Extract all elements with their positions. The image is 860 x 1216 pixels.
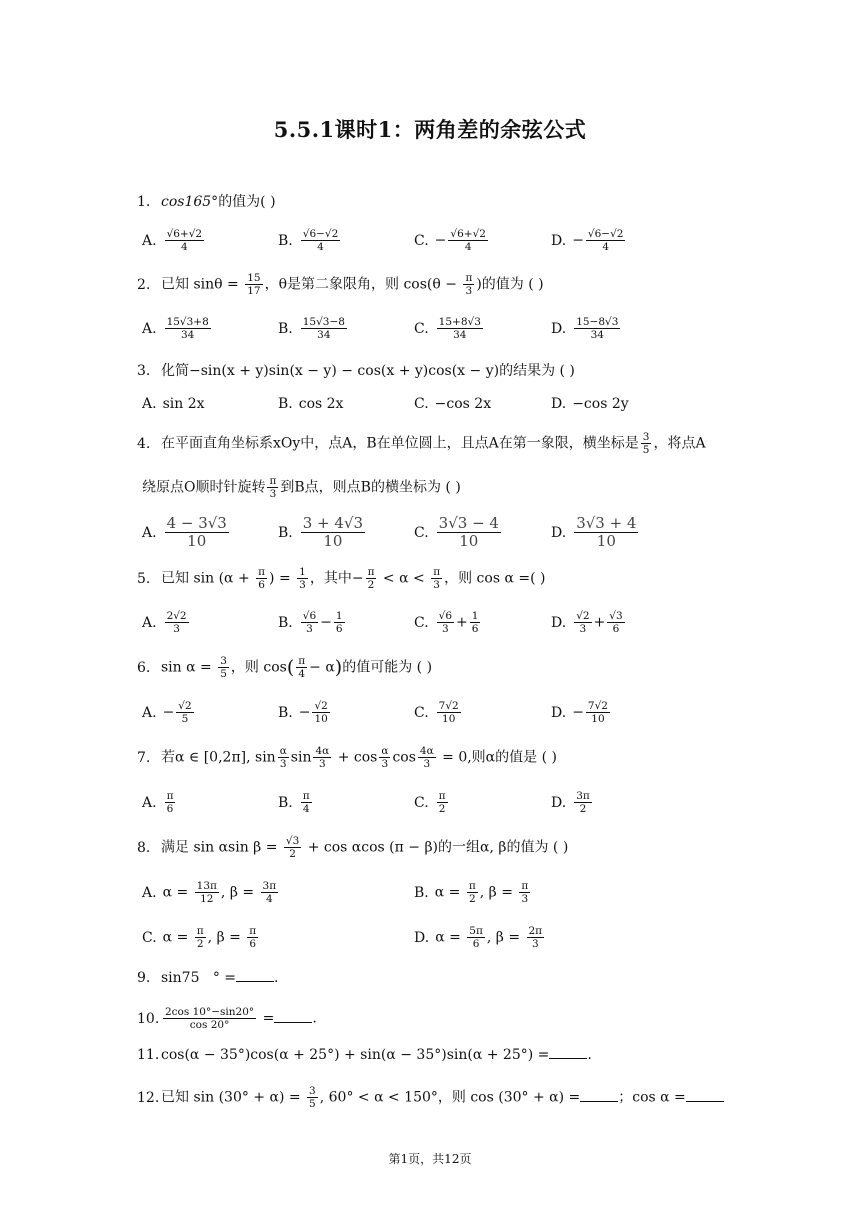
q5-option-a[interactable]: A. $\frac{2√2}{3}$: [142, 610, 187, 636]
answer-blank[interactable]: [686, 1100, 724, 1102]
q4-option-a[interactable]: A. $\frac{4 - 3√3}{10}$: [142, 514, 227, 551]
q6-option-c[interactable]: C. $\frac{7√2}{10}$: [414, 700, 459, 726]
q5-option-d[interactable]: D. $\frac{√2}{3}$ + $\frac{√3}{6}$: [551, 610, 623, 636]
q3-option-a[interactable]: A. sin 2x: [142, 396, 205, 412]
question-7: 7. 若α ∈ [0,2π], sin $\frac{\alpha}{3}$ sin $\frac{4\alpha}{3}$ + cos $\frac{\alpha}{3}$ cos $\frac{4\alpha}{3}$ = 0,则α的值是 ( ): [137, 745, 557, 771]
page-title: 5.5.1课时1：两角差的余弦公式: [273, 117, 587, 142]
question-5: 5. 已知 sin (α + $\frac{\pi}{6}$ ) = $\frac{1}{3}$ ，其中− $\frac{\pi}{2}$ < α < $\frac{\pi}{3}$ ，则 cos α =( ): [137, 566, 546, 592]
q5-option-c[interactable]: C. $\frac{√6}{3}$ + $\frac{1}{6}$: [414, 610, 479, 636]
q8-option-d[interactable]: D. α = $\frac{5\pi}{6}$ , β = $\frac{2\pi}{3}$: [414, 925, 543, 951]
answer-blank[interactable]: [580, 1100, 618, 1102]
question-9: 9. sin75 ° = .: [137, 970, 279, 986]
page-footer: 第1页，共12页: [388, 1152, 472, 1166]
q6-option-d[interactable]: D. − $\frac{7√2}{10}$: [551, 700, 608, 726]
question-10: 10. $\frac{2\cos 10^\circ-\sin 20^\circ}{\cos 20^\circ}$ = .: [137, 1006, 317, 1032]
q4-option-b[interactable]: B. $\frac{3 + 4√3}{10}$: [278, 514, 364, 551]
q1-option-b[interactable]: B. $\frac{√6-√2}{4}$: [278, 228, 339, 254]
q6-option-b[interactable]: B. − $\frac{√2}{10}$: [278, 700, 328, 726]
q1-option-a[interactable]: A. $\frac{√6+√2}{4}$: [142, 228, 203, 254]
q7-option-c[interactable]: C. $\frac{\pi}{2}$: [414, 790, 446, 816]
q4-option-d[interactable]: D. $\frac{3√3 + 4}{10}$: [551, 514, 637, 551]
q8-option-c[interactable]: C. α = $\frac{\pi}{2}$ , β = $\frac{\pi}{6}$: [142, 925, 257, 951]
q6-option-a[interactable]: A. − $\frac{√2}{5}$: [142, 700, 192, 726]
question-6: 6. sin α = $\frac{3}{5}$ ，则 cos( $\frac{\pi}{4}$ − α)的值可能为 ( ): [137, 655, 433, 681]
answer-blank[interactable]: [274, 1021, 312, 1023]
q2-option-b[interactable]: B. $\frac{15√3-8}{34}$: [278, 316, 345, 342]
q7-option-d[interactable]: D. $\frac{3\pi}{2}$: [551, 790, 590, 816]
q5-option-b[interactable]: B. $\frac{√6}{3}$ − $\frac{1}{6}$: [278, 610, 343, 636]
q2-option-c[interactable]: C. $\frac{15+8√3}{34}$: [414, 316, 481, 342]
answer-blank[interactable]: [549, 1057, 587, 1059]
question-3: 3. 化简−sin(x + y)sin(x − y) − cos(x + y)cos(x − y)的结果为 ( ): [137, 363, 575, 379]
question-11: 11. cos(α − 35°)cos(α + 25°) + sin(α − 35°)sin(α + 25°) = .: [137, 1047, 592, 1063]
q3-option-b[interactable]: B. cos 2x: [278, 396, 344, 412]
question-2: 2. 已知 sinθ = $\frac{15}{17}$ ，θ是第二象限角，则 cos(θ − $\frac{\pi}{3}$ )的值为 ( ): [137, 272, 544, 298]
q7-option-a[interactable]: A. $\frac{\pi}{6}$: [142, 790, 174, 816]
question-4-continued: 绕原点O顺时针旋转 $\frac{\pi}{3}$ 到B点，则点B的横坐标为 ( ): [142, 475, 461, 501]
question-1: 1. cos165°的值为( ): [137, 194, 276, 210]
q3-option-c[interactable]: C. −cos 2x: [414, 396, 492, 412]
q8-option-a[interactable]: A. α = $\frac{13\pi}{12}$ , β = $\frac{3\pi}{4}$: [142, 880, 277, 906]
question-8: 8. 满足 sin αsin β = $\frac{√3}{2}$ + cos αcos (π − β)的一组α, β的值为 ( ): [137, 835, 569, 861]
question-4: 4. 在平面直角坐标系xOy中，点A，B在单位圆上，且点A在第一象限，横坐标是 $\frac{3}{5}$ ，将点A: [137, 431, 706, 457]
q8-option-b[interactable]: B. α = $\frac{\pi}{2}$ , β = $\frac{\pi}{3}$: [414, 880, 529, 906]
q7-option-b[interactable]: B. $\frac{\pi}{4}$: [278, 790, 310, 816]
q2-option-a[interactable]: A. $\frac{15√3+8}{34}$: [142, 316, 209, 342]
q1-option-d[interactable]: D. − $\frac{√6-√2}{4}$: [551, 228, 624, 254]
q4-option-c[interactable]: C. $\frac{3√3 - 4}{10}$: [414, 514, 499, 551]
q3-option-d[interactable]: D. −cos 2y: [551, 396, 629, 412]
answer-blank[interactable]: [236, 980, 274, 982]
question-12: 12. 已知 sin (30° + α) = $\frac{3}{5}$ , 60° < α < 150°，则 cos (30° + α) = ；cos α =: [137, 1085, 724, 1110]
q2-option-d[interactable]: D. $\frac{15-8√3}{34}$: [551, 316, 619, 342]
q1-option-c[interactable]: C. − $\frac{√6+√2}{4}$: [414, 228, 486, 254]
